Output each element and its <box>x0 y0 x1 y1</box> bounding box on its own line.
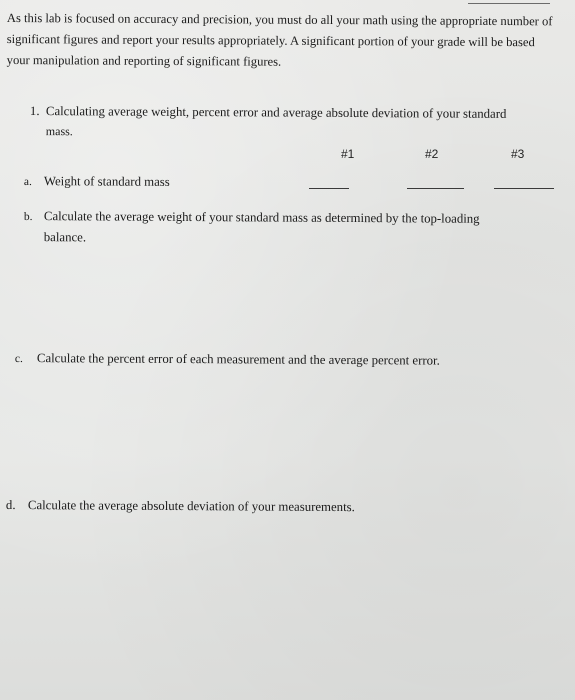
part-c <box>15 348 535 372</box>
part-a-text: Weight of standard mass <box>43 174 170 189</box>
part-b <box>24 206 544 250</box>
column-heading-1: #1 <box>341 147 355 161</box>
part-b-line1 <box>24 206 544 230</box>
question-1-line1 <box>30 101 560 124</box>
part-d-text: Calculate the average absolute deviation of your measurements. <box>27 498 355 515</box>
answer-blank-2[interactable] <box>407 188 464 189</box>
part-b-line2: balance. <box>43 230 87 245</box>
part-b-text: Calculate the average weight of your standard mass as determined by the top-loading <box>43 209 480 226</box>
question-1-number: 1. <box>29 103 40 119</box>
part-d-letter: d. <box>5 497 16 513</box>
question-1 <box>30 101 560 144</box>
column-heading-2: #2 <box>425 147 439 161</box>
answer-blank-3[interactable] <box>494 188 554 189</box>
column-heading-3: #3 <box>511 147 525 161</box>
question-1-text: Calculating average weight, percent error and average absolute deviation of your standard <box>45 104 507 121</box>
part-a <box>24 171 170 193</box>
part-c-text: Calculate the percent error of each measurement and the average percent error. <box>36 351 440 368</box>
question-1-line2: mass. <box>45 124 73 139</box>
top-rule-line <box>468 3 550 4</box>
part-d <box>6 495 526 518</box>
part-a-letter: a. <box>23 175 32 189</box>
part-c-letter: c. <box>14 352 23 366</box>
intro-paragraph: As this lab is focused on accuracy and precision, you must do all your math using the appropriate number of significant figures and report your results appropriately. A significant portion of your grade will be based your manipulation and reporting of significant figures. <box>6 10 553 69</box>
answer-blank-1[interactable] <box>309 188 349 189</box>
part-b-letter: b. <box>23 210 33 224</box>
